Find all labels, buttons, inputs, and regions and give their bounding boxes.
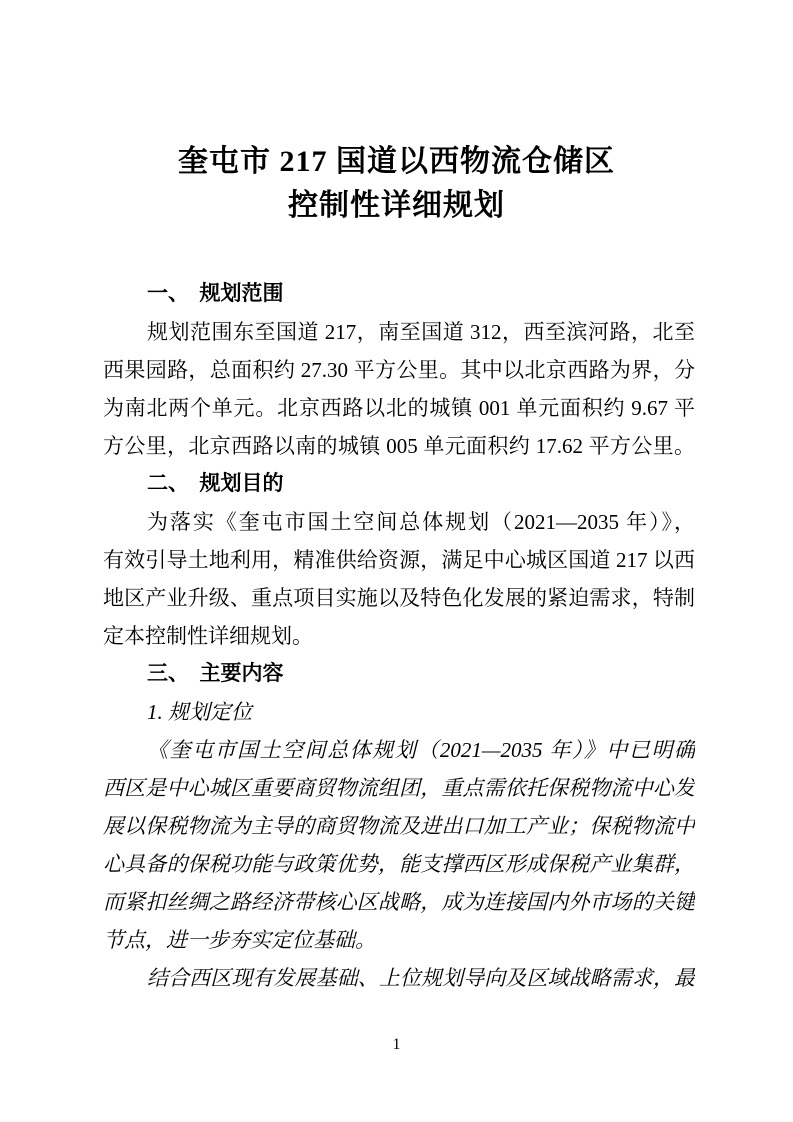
- document-title-line-1: 奎屯市 217 国道以西物流仓储区: [178, 145, 615, 178]
- text-line: 展以保税物流为主导的商贸物流及进出口加工产业；保税物流中: [103, 814, 695, 838]
- sub-heading: 1. 规划定位: [147, 700, 252, 724]
- section-heading: 一、 规划范围: [147, 282, 284, 305]
- text-line: 为南北两个单元。北京西路以北的城镇 001 单元面积约 9.67 平: [103, 396, 695, 420]
- text-line: 规划范围东至国道 217，南至国道 312，西至滨河路，北至: [147, 320, 695, 344]
- page-number: 1: [392, 1036, 401, 1053]
- document-title: [0, 140, 793, 228]
- text-line: 而紧扣丝绸之路经济带核心区战略，成为连接国内外市场的关键: [103, 890, 695, 914]
- text-line: 西区是中心城区重要商贸物流组团，重点需依托保税物流中心发: [103, 776, 695, 800]
- document-content: [103, 275, 695, 997]
- text-line: 《奎屯市国土空间总体规划（2021—2035 年）》中已明确: [147, 738, 695, 762]
- paragraph: [103, 731, 695, 959]
- paragraph: [103, 503, 695, 655]
- text-line: 心具备的保税功能与政策优势，能支撑西区形成保税产业集群，: [103, 852, 695, 876]
- text-line: 为落实《奎屯市国土空间总体规划（2021—2035 年）》，: [147, 510, 695, 534]
- text-line: 方公里，北京西路以南的城镇 005 单元面积约 17.62 平方公里。: [103, 434, 695, 458]
- document-title-line-2: 控制性详细规划: [288, 189, 505, 222]
- paragraph: [103, 959, 695, 997]
- text-line: 结合西区现有发展基础、上位规划导向及区域战略需求，最: [147, 966, 695, 990]
- text-line: 有效引导土地利用，精准供给资源，满足中心城区国道 217 以西: [103, 548, 695, 572]
- text-line: 节点，进一步夯实定位基础。: [103, 928, 376, 952]
- section-heading: 三、 主要内容: [147, 662, 284, 685]
- text-line: 地区产业升级、重点项目实施以及特色化发展的紧迫需求，特制: [103, 586, 695, 610]
- text-line: 西果园路，总面积约 27.30 平方公里。其中以北京西路为界，分: [103, 358, 695, 382]
- text-line: 定本控制性详细规划。: [103, 624, 313, 648]
- paragraph: [103, 313, 695, 465]
- section-heading: 二、 规划目的: [147, 472, 284, 495]
